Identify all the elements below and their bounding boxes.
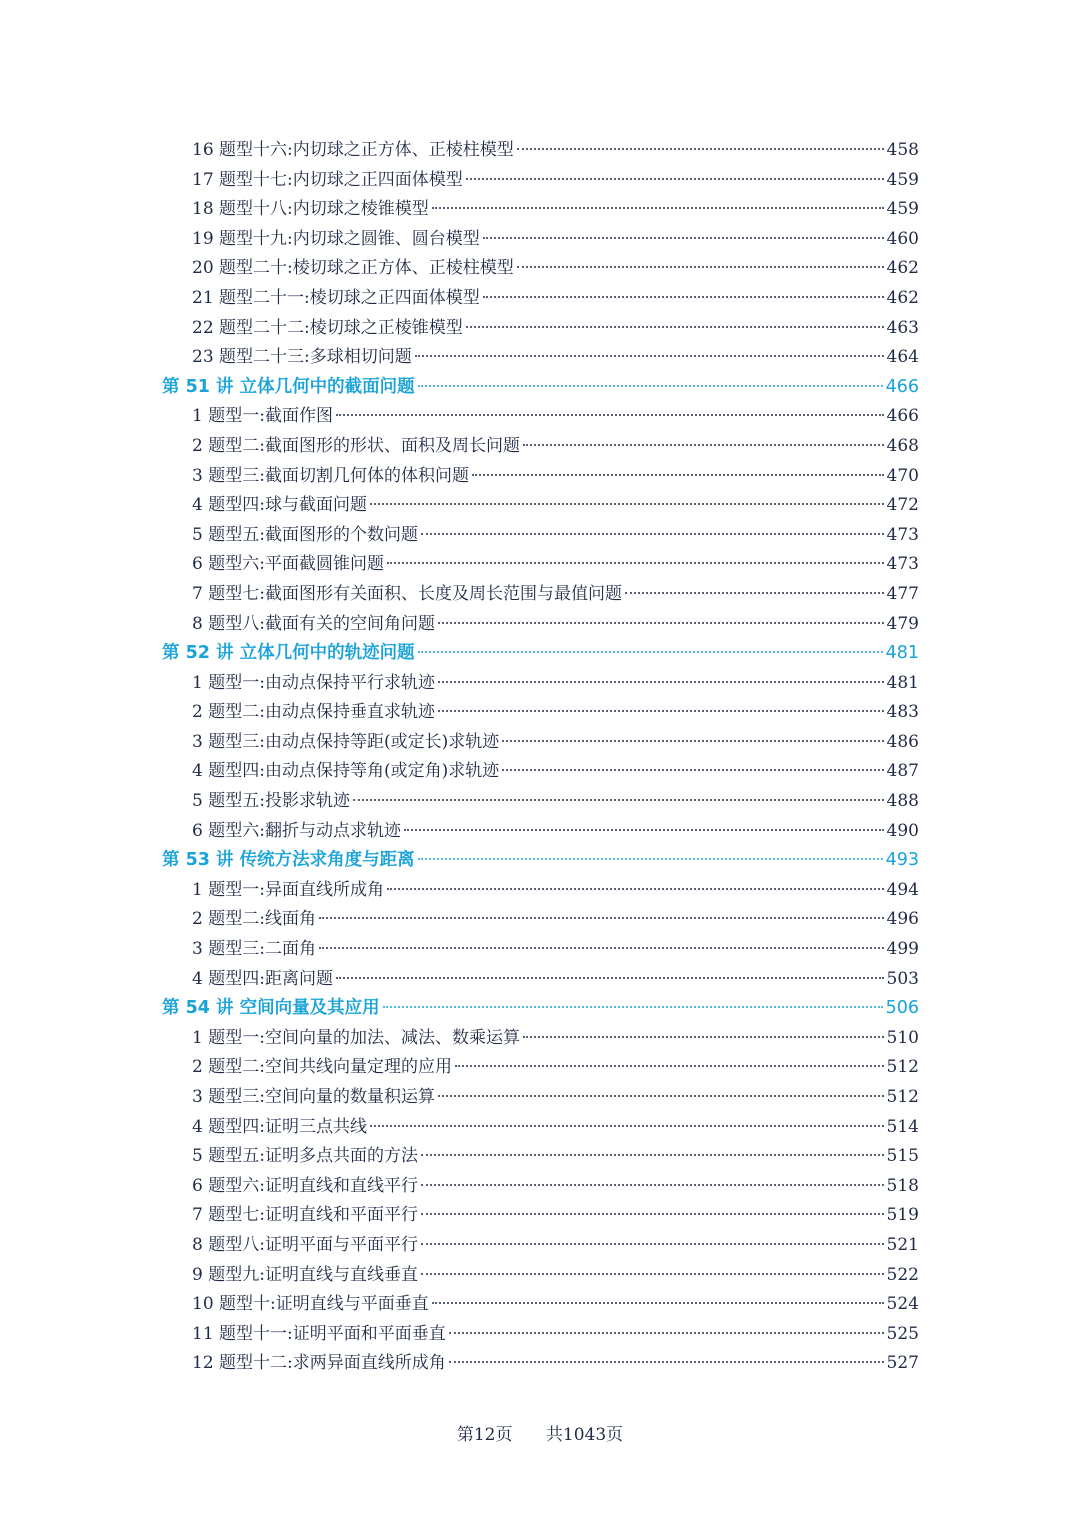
- dot-leader: [438, 1094, 884, 1097]
- dot-leader: [483, 236, 884, 239]
- toc-entry-title: 5 题型五:证明多点共面的方法: [192, 1146, 418, 1167]
- toc-entry-page-number: 527: [886, 1353, 919, 1374]
- toc-entry-page-number: 481: [886, 672, 919, 693]
- toc-entry-page-number: 481: [885, 643, 919, 664]
- toc-entry-title: 第 52 讲 立体几何中的轨迹问题: [162, 643, 415, 664]
- toc-entry[interactable]: [162, 195, 919, 225]
- dot-leader: [438, 680, 884, 683]
- toc-entry-page-number: 503: [886, 968, 919, 989]
- toc-entry-title: 21 题型二十一:棱切球之正四面体模型: [192, 287, 480, 308]
- toc-entry-page-number: 494: [886, 879, 919, 900]
- dot-leader: [387, 887, 884, 890]
- toc-entry[interactable]: [162, 905, 919, 935]
- toc-entry-title: 20 题型二十:棱切球之正方体、正棱柱模型: [192, 258, 514, 279]
- dot-leader: [421, 1212, 884, 1215]
- toc-entry-page-number: 458: [886, 140, 919, 160]
- toc-entry[interactable]: [162, 1053, 919, 1083]
- toc-entry-page-number: 522: [886, 1264, 919, 1285]
- toc-entry[interactable]: [162, 1261, 919, 1291]
- toc-entry-page-number: 477: [886, 583, 919, 604]
- toc-entry-title: 3 题型三:截面切割几何体的体积问题: [192, 465, 469, 486]
- toc-entry-title: 16 题型十六:内切球之正方体、正棱柱模型: [192, 140, 514, 160]
- current-page-label: 第12页: [456, 1425, 513, 1445]
- dot-leader: [625, 591, 884, 594]
- toc-entry-title: 7 题型七:截面图形有关面积、长度及周长范围与最值问题: [192, 583, 622, 604]
- dot-leader: [523, 1035, 884, 1038]
- toc-entry-title: 8 题型八:截面有关的空间角问题: [192, 613, 435, 634]
- dot-leader: [418, 384, 883, 387]
- toc-entry[interactable]: [162, 935, 919, 965]
- toc-entry-title: 10 题型十:证明直线与平面垂直: [192, 1294, 429, 1315]
- toc-entry-title: 23 题型二十三:多球相切问题: [192, 347, 412, 368]
- toc-entry-title: 4 题型四:球与截面问题: [192, 495, 367, 516]
- dot-leader: [438, 709, 884, 712]
- dot-leader: [421, 1183, 884, 1186]
- toc-entry-page-number: 506: [885, 998, 919, 1019]
- dot-leader: [517, 265, 884, 268]
- toc-entry-title: 2 题型二:由动点保持垂直求轨迹: [192, 702, 435, 723]
- toc-entry[interactable]: [162, 728, 919, 758]
- toc-entry-page-number: 464: [886, 347, 919, 368]
- toc-entry-title: 第 51 讲 立体几何中的截面问题: [162, 376, 415, 397]
- dot-leader: [383, 1005, 883, 1008]
- toc-entry-title: 7 题型七:证明直线和平面平行: [192, 1205, 418, 1226]
- dot-leader: [421, 532, 884, 535]
- toc-entry-title: 1 题型一:异面直线所成角: [192, 879, 384, 900]
- toc-entry-page-number: 466: [885, 376, 919, 397]
- toc-entry-title: 第 53 讲 传统方法求角度与距离: [162, 850, 415, 871]
- total-pages-label: 共1043页: [545, 1425, 624, 1445]
- toc-entry[interactable]: [162, 1201, 919, 1231]
- toc-entry-title: 第 54 讲 空间向量及其应用: [162, 998, 380, 1019]
- dot-leader: [438, 621, 884, 624]
- dot-leader: [418, 650, 883, 653]
- toc-entry[interactable]: [162, 1231, 919, 1261]
- toc-entry-page-number: 459: [886, 169, 919, 190]
- dot-leader: [502, 739, 883, 742]
- toc-entry-page-number: 515: [886, 1146, 919, 1167]
- toc-entry-title: 2 题型二:线面角: [192, 909, 316, 930]
- toc-entry[interactable]: [162, 1320, 919, 1350]
- toc-entry-title: 4 题型四:距离问题: [192, 968, 333, 989]
- toc-entry-page-number: 487: [886, 761, 919, 782]
- toc-entry-title: 9 题型九:证明直线与直线垂直: [192, 1264, 418, 1285]
- toc-entry-page-number: 521: [886, 1234, 919, 1255]
- toc-entry[interactable]: [162, 757, 919, 787]
- toc-entry-page-number: 488: [886, 791, 919, 812]
- toc-entry-page-number: 486: [886, 731, 919, 752]
- dot-leader: [387, 561, 884, 564]
- toc-entry-page-number: 463: [886, 317, 919, 338]
- toc-entry-page-number: 512: [886, 1057, 919, 1078]
- toc-entry-page-number: 473: [886, 554, 919, 575]
- toc-entry[interactable]: [162, 402, 919, 432]
- dot-leader: [466, 177, 884, 180]
- toc-entry-title: 11 题型十一:证明平面和平面垂直: [192, 1323, 446, 1344]
- toc-chapter-entry[interactable]: [162, 639, 919, 669]
- toc-entry[interactable]: [162, 432, 919, 462]
- toc-entry[interactable]: [162, 669, 919, 699]
- toc-entry-page-number: 525: [886, 1323, 919, 1344]
- dot-leader: [421, 1153, 884, 1156]
- toc-entry[interactable]: [162, 462, 919, 492]
- toc-entry[interactable]: [162, 225, 919, 255]
- toc-chapter-entry[interactable]: [162, 373, 919, 403]
- toc-entry-page-number: 462: [886, 287, 919, 308]
- dot-leader: [418, 857, 883, 860]
- dot-leader: [404, 828, 884, 831]
- toc-entry-page-number: 512: [886, 1087, 919, 1107]
- dot-leader: [455, 1064, 884, 1067]
- toc-entry-page-number: 466: [886, 406, 919, 427]
- toc-entry[interactable]: [162, 254, 919, 284]
- toc-entry[interactable]: [162, 343, 919, 373]
- toc-entry-title: 6 题型六:平面截圆锥问题: [192, 554, 384, 575]
- toc-entry-page-number: 470: [886, 465, 919, 486]
- toc-entry-page-number: 499: [886, 939, 919, 960]
- toc-entry-title: 3 题型三:由动点保持等距(或定长)求轨迹: [192, 731, 500, 752]
- dot-leader: [432, 1301, 884, 1304]
- dot-leader: [432, 206, 884, 209]
- toc-entry[interactable]: [162, 1142, 919, 1172]
- toc-entry-title: 8 题型八:证明平面与平面平行: [192, 1234, 418, 1255]
- toc-entry-title: 12 题型十二:求两异面直线所成角: [192, 1353, 446, 1374]
- toc-entry-page-number: 496: [886, 909, 919, 930]
- toc-entry[interactable]: [162, 817, 919, 847]
- toc-entry-title: 6 题型六:翻折与动点求轨迹: [192, 820, 401, 841]
- dot-leader: [336, 976, 884, 979]
- dot-leader: [370, 502, 884, 505]
- toc-entry-page-number: 460: [886, 228, 919, 249]
- dot-leader: [370, 1124, 884, 1127]
- toc-entry-title: 17 题型十七:内切球之正四面体模型: [192, 169, 463, 190]
- toc-entry-title: 6 题型六:证明直线和直线平行: [192, 1175, 418, 1196]
- dot-leader: [523, 443, 884, 446]
- toc-entry[interactable]: [162, 1024, 919, 1054]
- toc-entry-page-number: 524: [886, 1294, 919, 1315]
- toc-entry-title: 4 题型四:证明三点共线: [192, 1116, 367, 1137]
- toc-entry-title: 4 题型四:由动点保持等角(或定角)求轨迹: [192, 761, 500, 782]
- toc-entry-page-number: 462: [886, 258, 919, 279]
- toc-entry[interactable]: [162, 550, 919, 580]
- toc-entry[interactable]: [162, 1172, 919, 1202]
- toc-entry-page-number: 493: [885, 850, 919, 871]
- dot-leader: [466, 325, 884, 328]
- toc-entry[interactable]: [162, 491, 919, 521]
- toc-entry-title: 1 题型一:空间向量的加法、减法、数乘运算: [192, 1027, 520, 1048]
- toc-entry-page-number: 472: [886, 495, 919, 516]
- toc-entry[interactable]: [162, 166, 919, 196]
- dot-leader: [336, 413, 884, 416]
- dot-leader: [502, 768, 883, 771]
- dot-leader: [353, 798, 884, 801]
- toc-entry[interactable]: [162, 610, 919, 640]
- toc-entry-page-number: 483: [886, 702, 919, 723]
- toc-entry[interactable]: [162, 1290, 919, 1320]
- toc-entry-page-number: 468: [886, 435, 919, 456]
- toc-entry-title: 3 题型三:二面角: [192, 939, 316, 960]
- dot-leader: [517, 147, 884, 150]
- toc-entry[interactable]: [162, 1349, 919, 1379]
- toc-entry[interactable]: [162, 284, 919, 314]
- toc-entry[interactable]: [162, 787, 919, 817]
- toc-entry-page-number: 519: [886, 1205, 919, 1226]
- toc-entry[interactable]: [162, 136, 919, 166]
- dot-leader: [421, 1272, 884, 1275]
- toc-entry-title: 3 题型三:空间向量的数量积运算: [192, 1087, 435, 1107]
- toc-entry-title: 1 题型一:截面作图: [192, 406, 333, 427]
- toc-entry-page-number: 510: [886, 1027, 919, 1048]
- table-of-contents: [162, 136, 919, 1379]
- toc-entry-page-number: 490: [886, 820, 919, 841]
- toc-entry[interactable]: [162, 521, 919, 551]
- toc-entry-page-number: 514: [886, 1116, 919, 1137]
- toc-entry-title: 1 题型一:由动点保持平行求轨迹: [192, 672, 435, 693]
- toc-entry[interactable]: [162, 580, 919, 610]
- dot-leader: [472, 473, 884, 476]
- toc-entry-title: 2 题型二:空间共线向量定理的应用: [192, 1057, 452, 1078]
- toc-entry[interactable]: [162, 965, 919, 995]
- dot-leader: [449, 1331, 884, 1334]
- toc-entry-page-number: 459: [886, 199, 919, 220]
- dot-leader: [449, 1360, 884, 1363]
- toc-entry[interactable]: [162, 314, 919, 344]
- toc-entry[interactable]: [162, 698, 919, 728]
- dot-leader: [319, 916, 884, 919]
- toc-entry-title: 5 题型五:截面图形的个数问题: [192, 524, 418, 545]
- toc-entry-title: 2 题型二:截面图形的形状、面积及周长问题: [192, 435, 520, 456]
- toc-entry-page-number: 479: [886, 613, 919, 634]
- toc-entry[interactable]: [162, 1083, 919, 1113]
- dot-leader: [483, 295, 884, 298]
- toc-entry-page-number: 473: [886, 524, 919, 545]
- page-footer: [0, 1420, 1080, 1445]
- dot-leader: [421, 1242, 884, 1245]
- dot-leader: [415, 354, 884, 357]
- toc-entry-title: 19 题型十九:内切球之圆锥、圆台模型: [192, 228, 480, 249]
- toc-entry-title: 18 题型十八:内切球之棱锥模型: [192, 199, 429, 220]
- toc-entry-page-number: 518: [886, 1175, 919, 1196]
- toc-entry-title: 22 题型二十二:棱切球之正棱锥模型: [192, 317, 463, 338]
- dot-leader: [319, 946, 884, 949]
- toc-entry[interactable]: [162, 1113, 919, 1143]
- toc-chapter-entry[interactable]: [162, 994, 919, 1024]
- toc-entry-title: 5 题型五:投影求轨迹: [192, 791, 350, 812]
- toc-chapter-entry[interactable]: [162, 846, 919, 876]
- toc-entry[interactable]: [162, 876, 919, 906]
